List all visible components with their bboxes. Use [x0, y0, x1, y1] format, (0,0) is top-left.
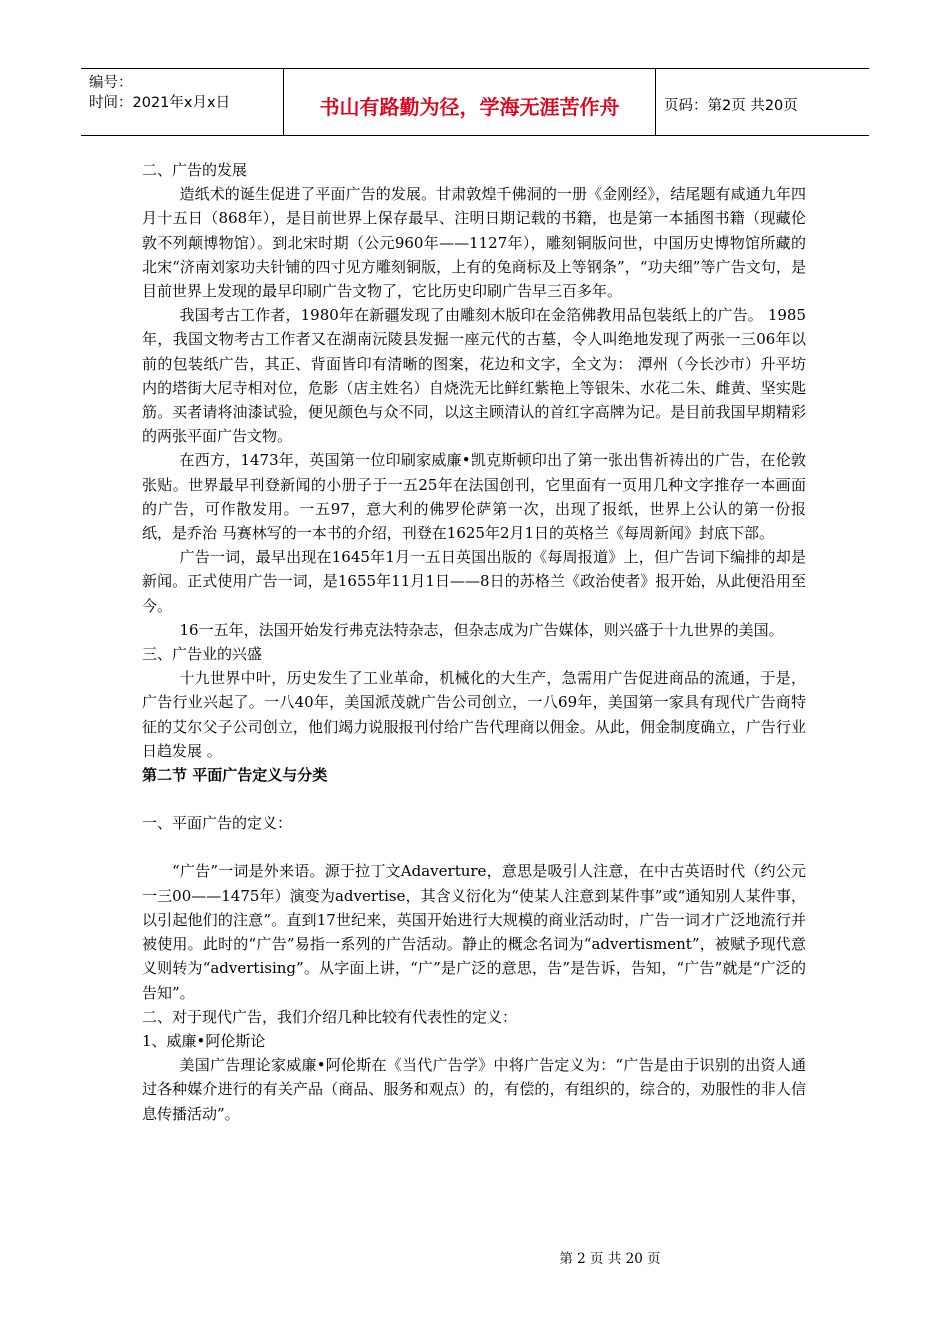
paragraph: 我国考古工作者，1980年在新疆发现了由雕刻木版印在金箔佛教用品包装纸上的广告。 1985年，我国文物考古工作者又在湖南沅陵县发掘一座元代的古墓，令人叫绝地发现了两张一三06年以前的包装纸广告，其正、背面皆印有清晰的图案，花边和文字，全文为： 潭州（今长沙市）升平坊内的塔街大尼寺相对位，危影（店主姓名）自烧洗无比鲜红紫艳上等银朱、水花二朱、雌黄、坚实匙筋。买者请将油漆试验，便见颜色与众不同，以这主顾清认的首红字高牌为记。是目前我国早期精彩的两张平面广告文物。: [142, 306, 806, 446]
header-meta: [81, 69, 284, 135]
sub-heading: 1、威廉•阿伦斯论: [142, 1031, 266, 1050]
paragraph: “广告”一词是外来语。源于拉丁文Adaverture，意思是吸引人注意，在中古英语时代（约公元一三00——1475年）演变为advertise，其含义衍化为“使某人注意到某件事”或“通知别人某件事，以引起他们的注意”。直到17世纪来，英国开始进行大规模的商业活动时，广告一词才广泛地流行并被使用。此时的“广告”易指一系列的广告活动。静止的概念名词为“advertisment”，被赋予现代意义则转为“advertising”。从字面上讲，“广”是广泛的意思，告”是告诉，告知，“广告”就是“广泛的告知”。: [142, 862, 806, 1002]
page-footer: 第 2 页 共 20 页: [559, 1251, 661, 1267]
header-motto: 书山有路勤为径，学海无涯苦作舟: [284, 69, 656, 135]
paragraph: 造纸术的诞生促进了平面广告的发展。甘肃敦煌千佛洞的一册《金刚经》，结尾题有咸通九年四月十五日（868年），是目前世界上保存最早、注明日期记载的书籍，也是第一本插图书籍（现藏伦敦不列颠博物馆）。到北宋时期（公元960年——1127年），雕刻铜版问世，中国历史博物馆所藏的北宋“济南刘家功夫针铺的四寸见方雕刻铜版，上有的兔商标及上等钢条”，“功夫细”等广告文句，是目前世界上发现的最早印刷广告文物了，它比历史印刷广告早三百多年。: [142, 185, 806, 301]
document-body: [142, 158, 806, 1126]
section-heading: 二、广告的发展: [142, 161, 248, 179]
section-heading: 二、对于现代广告，我们介绍几种比较有代表性的定义：: [142, 1007, 518, 1026]
paragraph: 广告一词，最早出现在1645年1月一五日英国出版的《每周报道》上，但广告词下编排的却是新闻。正式使用广告一词，是1655年11月1日——8日的苏格兰《政治使者》报开始，从此便沿用至今。: [142, 548, 806, 615]
section-heading: 一、平面广告的定义：: [142, 814, 293, 833]
chapter-heading: 第二节 平面广告定义与分类: [142, 766, 328, 785]
page-header: [81, 68, 869, 136]
section-heading: 三、广告业的兴盛: [142, 645, 263, 664]
paragraph: 在西方，1473年，英国第一位印刷家威廉•凯克斯顿印出了第一张出售祈祷出的广告，在伦敦张贴。世界最早刊登新闻的小册子于一五25年在法国创刊，它里面有一页用几种文字推存一本画面的广告，可作散发用。一五97，意大利的佛罗伦萨第一次，出现了报纸，世界上公认的第一份报纸，是乔治 马赛林写的一本书的介绍，刊登在1625年2月1日的英格兰《每周新闻》封底下部。: [142, 451, 806, 543]
paragraph: 美国广告理论家威廉•阿伦斯在《当代广告学》中将广告定义为：“广告是由于识别的出资人通过各种媒介进行的有关产品（商品、服务和观点）的，有偿的，有组织的，综合的，劝服性的非人信息传播活动”。: [142, 1056, 806, 1123]
code-label: 编号：: [89, 75, 133, 91]
date-label: 时间：2021年x月x日: [89, 95, 231, 111]
paragraph: 十九世界中叶，历史发生了工业革命，机械化的大生产，急需用广告促进商品的流通，于是，广告行业兴起了。一八40年，美国派茂就广告公司创立，一八69年，美国第一家具有现代广告商特征的艾尔父子公司创立，他们竭力说服报刊付给广告代理商以佣金。从此，佣金制度确立，广告行业日趋发展 。: [142, 669, 806, 760]
header-page-label: 页码：第2页 共20页: [664, 97, 798, 114]
paragraph: 16一五年，法国开始发行弗克法特杂志，但杂志成为广告媒体，则兴盛于十九世界的美国。: [179, 620, 784, 639]
